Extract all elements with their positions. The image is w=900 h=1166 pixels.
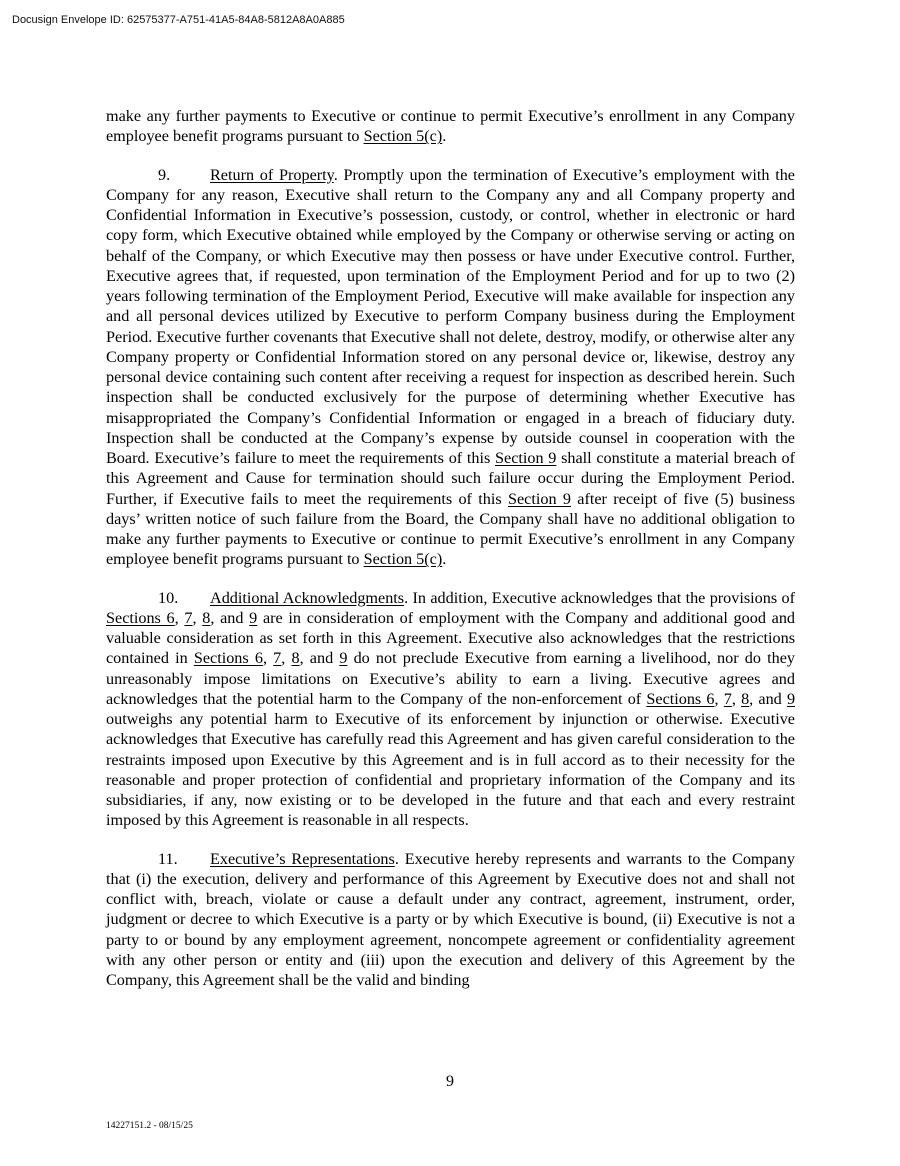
section-9-paragraph <box>106 165 795 570</box>
section-reference: Section 5(c) <box>363 127 443 146</box>
section-reference: 8 <box>741 689 750 708</box>
section-11-number: 11. <box>158 849 178 868</box>
section-reference: Sections 6 <box>193 649 263 668</box>
section-reference: 9 <box>249 608 258 627</box>
section-reference: Section 9 <box>495 449 557 467</box>
section-reference: 7 <box>723 689 732 708</box>
section-reference: 8 <box>291 649 300 668</box>
section-reference: Sections 6 <box>106 608 175 627</box>
section-reference: Sections 6 <box>646 689 715 708</box>
section-reference: Section 5(c) <box>363 550 443 569</box>
document-id-footer: 14227151.2 - 08/15/25 <box>106 1121 193 1131</box>
section-reference: 7 <box>273 649 282 668</box>
section-reference: 9 <box>786 689 796 708</box>
section-10-text: are in consideration of employment with the Company and additional good and valuable consideration as set forth in this Agreement. Executive also acknowledges that the restrictions contained in <box>106 608 796 668</box>
section-11-heading: Executive’s Representations <box>210 849 395 868</box>
section-11-text: . Executive hereby represents and warrants to the Company that (i) the execution, delivery and performance of this Agreement by Executive does not and shall not conflict with, breach, violate or cause a default under any contract, agreement, instrument, order, judgment or decree to which Executive is a party or by which Executive is bound, (ii) Executive is not a party to or bound by any employment agreement, noncompete agreement or confidentiality agreement with any other person or entity and (iii) upon the execution and delivery of this Agreement by the Company, this Agreement shall be the valid and binding <box>106 849 795 989</box>
document-body <box>106 106 795 1008</box>
section-10-text: outweighs any potential harm to Executive of its enforcement by injunction or otherwise. Executive acknowledges that Executive has carefully read this Agreement and has given careful consideration to the restraints imposed upon Executive by this Agreement and is in full accord as to their necessity for the reasonable and proper protection of confidential and proprietary information of the Company and its subsidiaries, if any, now existing or to be developed in the future and that each and every restraint imposed by this Agreement is reasonable in all respects. <box>106 710 795 830</box>
section-reference: 7 <box>184 608 193 627</box>
section-10-number: 10. <box>158 588 179 607</box>
section-reference: 9 <box>339 649 348 668</box>
section-reference: 8 <box>202 608 211 627</box>
section-10-heading: Additional Acknowledgments <box>210 588 405 607</box>
section-9-text: shall constitute a material breach of this Agreement and Cause for termination should such failure occur during the Employment Period. Further, if Executive fails to meet the requirements of this <box>106 449 796 508</box>
carryover-end: . <box>442 127 447 146</box>
carryover-paragraph <box>106 106 795 147</box>
section-10-text: do not preclude Executive from earning a livelihood, nor do they unreasonably impose limitations on Executive’s ability to earn a living. Executive agrees and acknowledges that the potential harm to the Company of the non-enforcement of <box>106 649 796 708</box>
section-10-text: . In addition, Executive acknowledges that the provisions of <box>404 588 795 607</box>
docusign-envelope-id: Docusign Envelope ID: 62575377-A751-41A5-84A8-5812A8A0A885 <box>12 14 345 26</box>
section-9-text: . <box>442 550 447 569</box>
section-9-text: . Promptly upon the termination of Executive’s employment with the Company for any reason, Executive shall return to the Company any and all Company property and Confidential Information in Executive’s possession, custody, or control, whether in electronic or hard copy form, which Executive obtained while employed by the Company or otherwise serving or acting on behalf of the Company, or which Executive may then possess or have under Executive control. Further, Executive agrees that, if requested, upon termination of the Employment Period and for up to two (2) years following termination of the Employment Period, Executive will make available for inspection any and all personal devices utilized by Executive to perform Company business during the Employment Period. Executive further covenants that Executive shall not delete, destroy, modify, or otherwise alter any Company property or Confidential Information stored on any personal device or, likewise, destroy any personal device containing such content after receiving a request for inspection as described herein. Such inspection shall be conducted exclusively for the purpose of determining whether Executive has misappropriated the Company’s Confidential Information or engaged in a breach of fiduciary duty. Inspection shall be conducted at the Company’s expense by outside counsel in cooperation with the Board. Executive’s failure to meet the requirements of this <box>106 165 795 467</box>
section-10-paragraph: 10. Additional Acknowledgments. In addition, Executive acknowledges that the provisions of Sections 6, 7, 8, and 9 are in consideration of employment with the Company and additional good and valuable consideration as set forth in this Agreement. Executive also acknowledges that the restrictions contained in Sections 6, 7, 8, and 9 do not preclude Executive from earning a livelihood, nor do they unreasonably impose limitations on Executive’s ability to earn a living. Executive agrees and acknowledges that the potential harm to the Company of the non-enforcement of Sections 6, 7, 8, and 9 outweighs any potential harm to Executive of its enforcement by injunction or otherwise. Executive acknowledges that Executive has carefully read this Agreement and has given careful consideration to the restraints imposed upon Executive by this Agreement and is in full accord as to their necessity for the reasonable and proper protection of confidential and proprietary information of the Company and its subsidiaries, if any, now existing or to be developed in the future and that each and every restraint imposed by this Agreement is reasonable in all respects. <box>106 588 796 830</box>
section-9-text: after receipt of five (5) business days’ written notice of such failure from the Board, the Company shall have no additional obligation to make any further payments to Executive or continue to permit Executive’s enrollment in any Company employee benefit programs pursuant to <box>106 489 795 569</box>
section-9-heading: Return of Property <box>210 165 334 184</box>
page-number: 9 <box>446 1073 454 1090</box>
section-11-paragraph <box>106 849 795 991</box>
section-reference: Section 9 <box>507 489 571 508</box>
carryover-text: make any further payments to Executive or continue to permit Executive’s enrollment in any Company employee benefit programs pursuant to <box>106 107 795 146</box>
section-9-number: 9. <box>158 165 171 184</box>
